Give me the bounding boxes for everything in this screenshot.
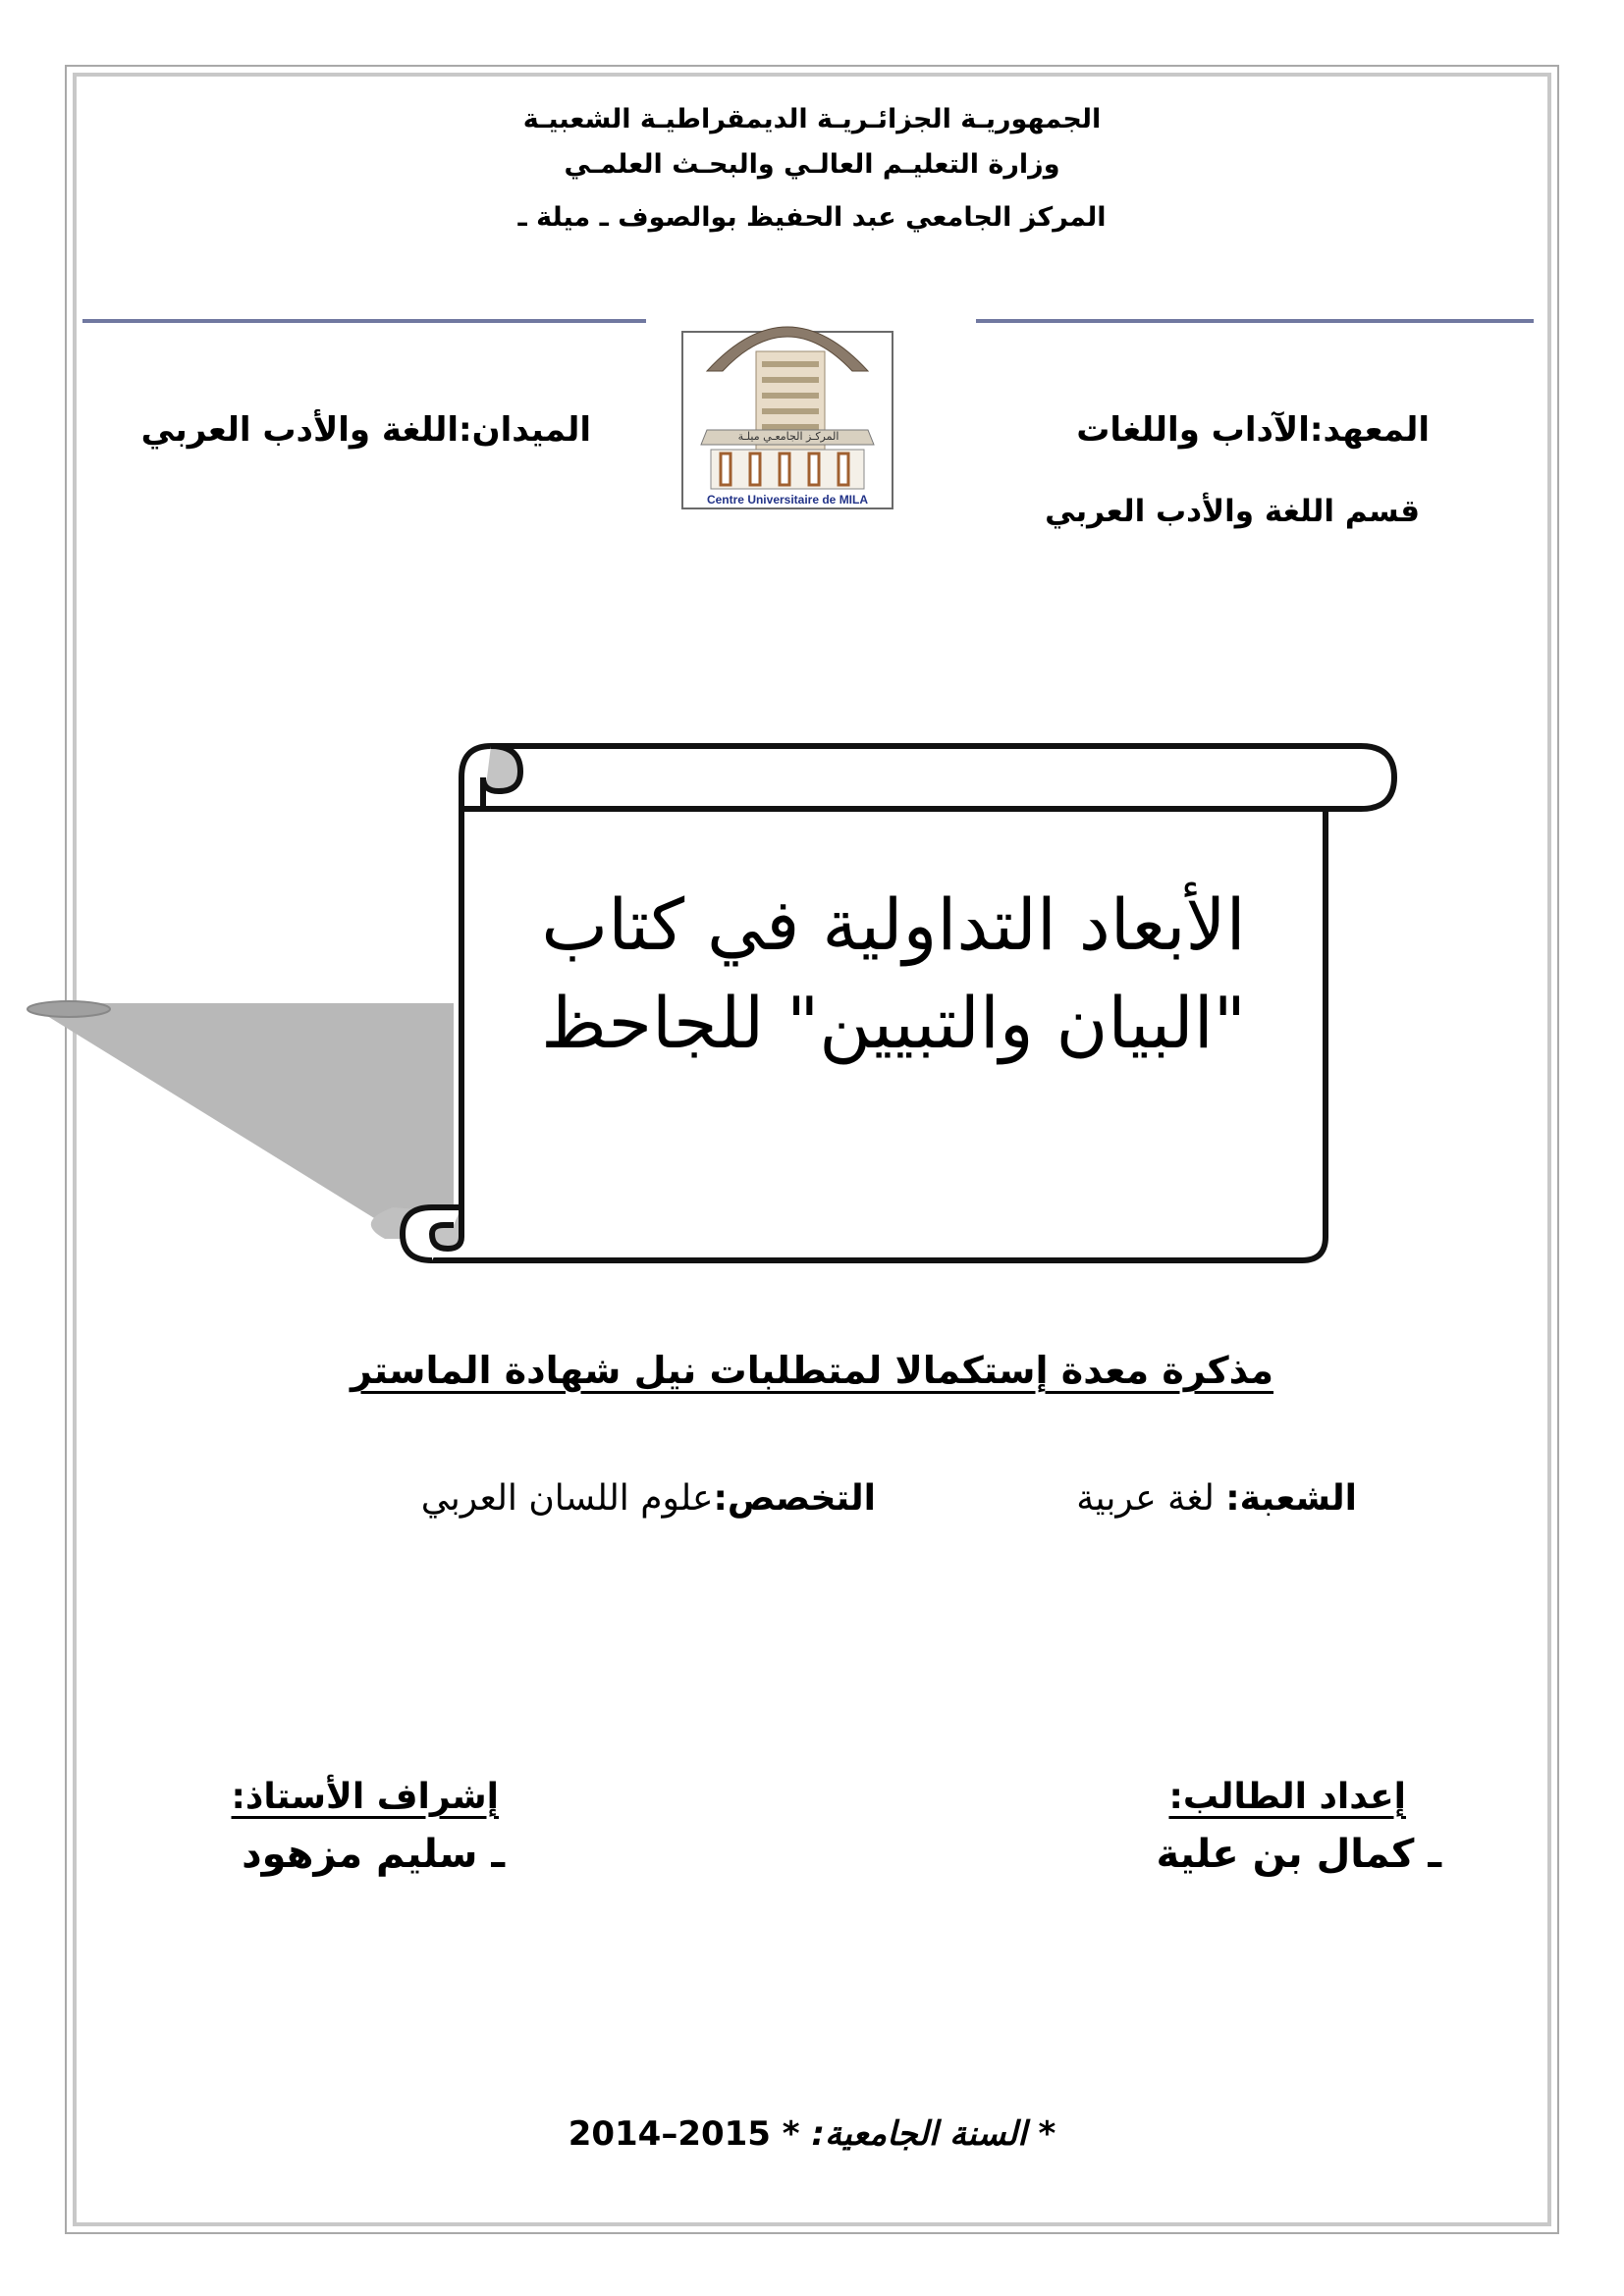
thesis-subtitle: مذكرة معدة إستكمالا لمتطلبات نيل شهادة الماستر [350, 1349, 1274, 1392]
supervisor-heading: إشراف الأستاذ: [231, 1777, 499, 1817]
title-line-2: "البيان والتبيين" للجاحظ [541, 982, 1246, 1064]
ministry-name: وزارة التعليـم العالـي والبحـث العلمـي [564, 149, 1060, 180]
academic-year-label: * السنة الجامعية: [811, 2114, 1056, 2154]
specialty-row [421, 1478, 876, 1519]
header-rule-left [82, 319, 646, 323]
university-name: المركز الجامعي عبد الحفيظ بوالصوف ـ ميلة ـ [517, 202, 1107, 233]
title-line-1: الأبعاد التداولية في كتاب [541, 883, 1246, 966]
institute-label: المعهد:الآداب واللغات [1076, 410, 1430, 450]
title-scroll [0, 726, 1624, 1276]
field-label: الميدان:اللغة والأدب العربي [140, 410, 591, 450]
university-logo [677, 293, 897, 512]
logo-caption: Centre Universitaire de MILA [706, 493, 869, 507]
branch-row [1076, 1478, 1357, 1519]
branch-value: لغة عربية [1076, 1478, 1226, 1519]
specialty-label: التخصص: [713, 1478, 876, 1519]
header-rule-right [976, 319, 1534, 323]
student-heading: إعداد الطالب: [1168, 1777, 1406, 1817]
specialty-value: علوم اللسان العربي [420, 1478, 714, 1519]
republic-name: الجمهوريـة الجزائـريـة الديمقراطيـة الشعبيـة [522, 104, 1102, 134]
academic-year-value: 2014–2015 * [568, 2114, 800, 2154]
academic-year [0, 2114, 1624, 2154]
branch-label: الشعبة: [1225, 1478, 1357, 1519]
department-label: قسم اللغة والأدب العربي [1045, 494, 1420, 529]
student-name: ـ كمال بن علية [1156, 1832, 1441, 1877]
logo-banner: المركـز الجامعـي ميلـة [737, 430, 839, 443]
supervisor-name: ـ سليم مزهود [242, 1832, 505, 1877]
